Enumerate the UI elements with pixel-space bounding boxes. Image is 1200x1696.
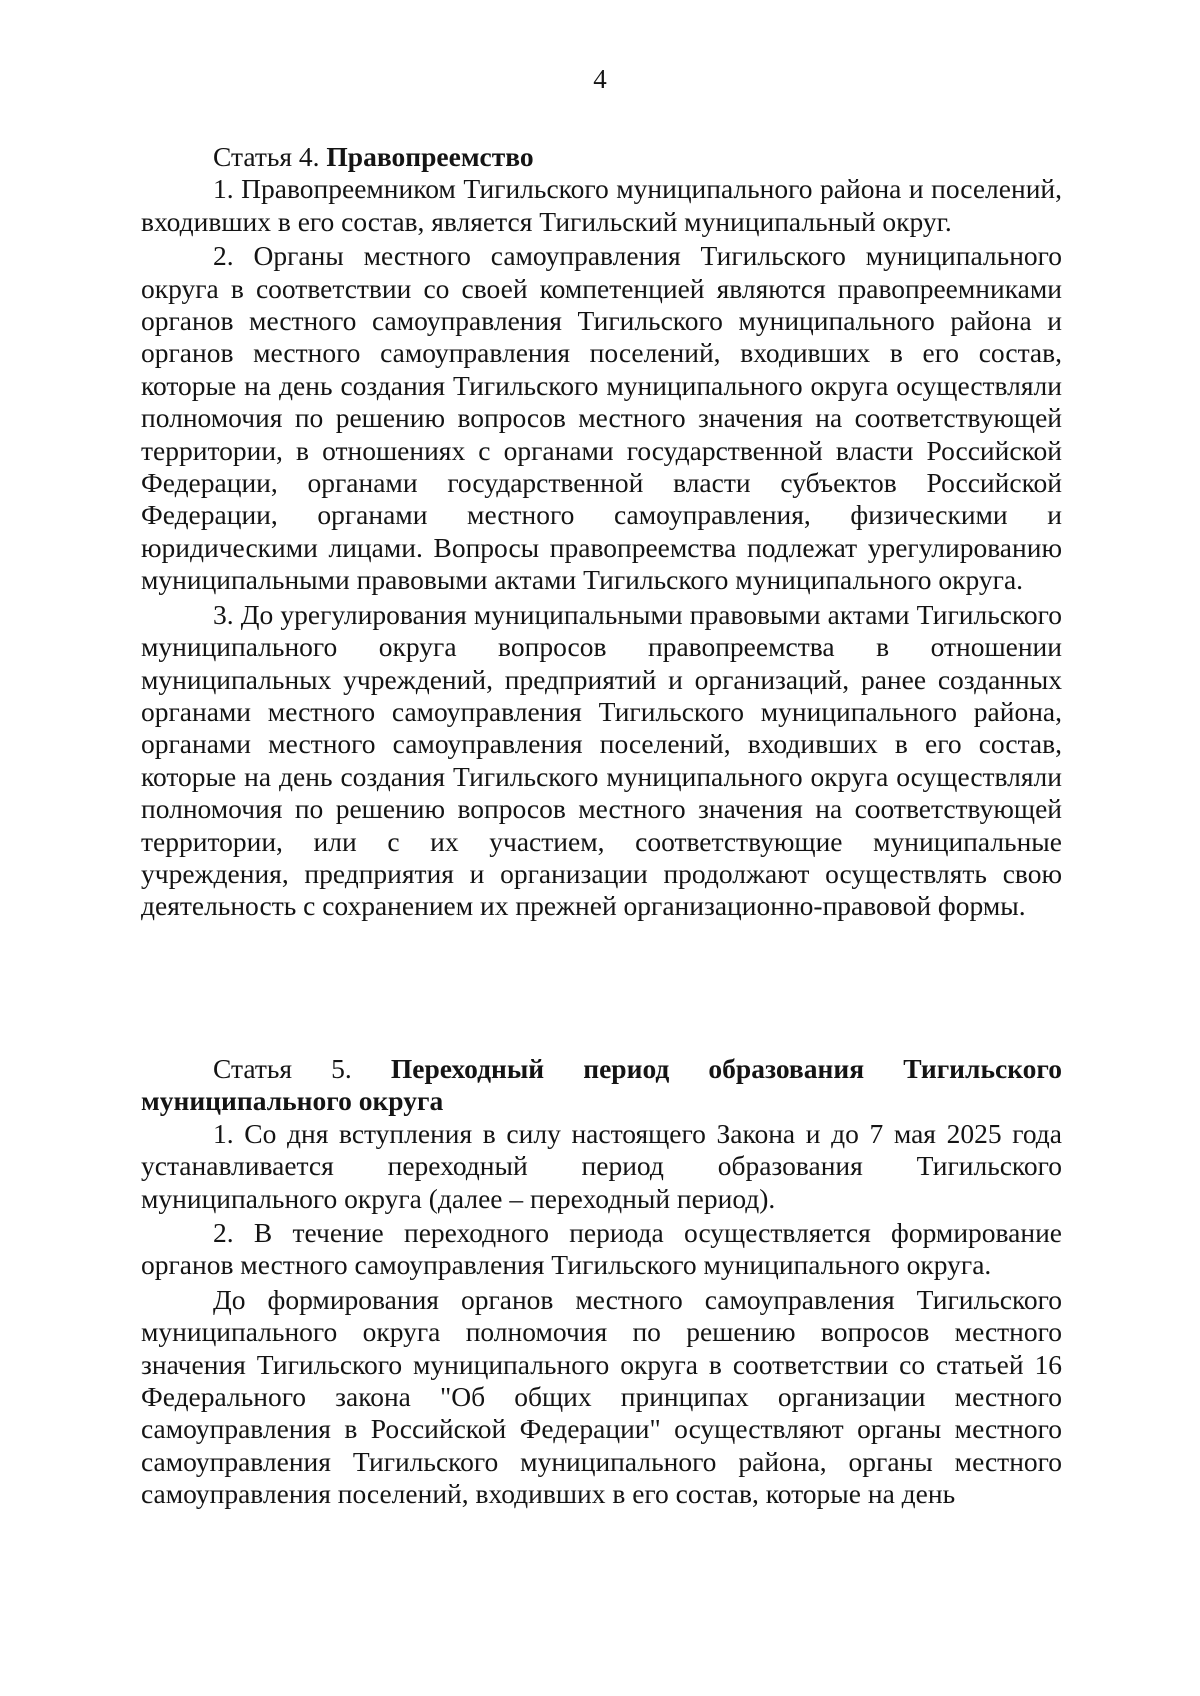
article-5-paragraph-3: До формирования органов местного самоуправления Тигильского муниципального округа полномочия по решению вопросов местного значения Тигильского муниципального округа в соответствии со статьей 16 Федерального закона "Об общих принципах организации местного самоуправления в Российской Федерации" осуществляют органы местного самоуправления Тигильского муниципального района, органы местного самоуправления поселений, входивших в его состав, которые на день	[141, 1283, 1062, 1510]
article-4	[141, 141, 1062, 923]
article-4-paragraph-2: 2. Органы местного самоуправления Тигильского муниципального округа в соответствии со своей компетенцией являются правопреемниками органов местного самоуправления Тигильского муниципального района и органов местного самоуправления поселений, входивших в его состав, которые на день создания Тигильского муниципального округа осуществляли полномочия по решению вопросов местного значения на соответствующей территории, в отношениях с органами государственной власти Российской Федерации, органами государственной власти субъектов Российской Федерации, органами местного самоуправления, физическими и юридическими лицами. Вопросы правопреемства подлежат урегулированию муниципальными правовыми актами Тигильского муниципального округа.	[141, 240, 1062, 596]
article-5-prefix: Статья 5.	[213, 1053, 352, 1084]
article-5-title: Переходный период образования Тигильского муниципального округа	[141, 1053, 1062, 1117]
article-4-prefix: Статья 4.	[213, 141, 320, 172]
article-5-paragraph-1: 1. Со дня вступления в силу настоящего Закона и до 7 мая 2025 года устанавливается переходный период образования Тигильского муниципального округа (далее – переходный период).	[141, 1117, 1062, 1214]
article-4-title: Правопреемство	[326, 141, 534, 172]
page-number: 4	[593, 64, 607, 94]
article-4-paragraph-3: 3. До урегулирования муниципальными правовыми актами Тигильского муниципального округа вопросов правопреемства в отношении муниципальных учреждений, предприятий и организаций, ранее созданных органами местного самоуправления Тигильского муниципального района, органами местного самоуправления поселений, входивших в его состав, которые на день создания Тигильского муниципального округа осуществляли полномочия по решению вопросов местного значения на соответствующей территории, или с их участием, соответствующие муниципальные учреждения, предприятия и организации продолжают осуществлять свою деятельность с сохранением их прежней организационно-правовой формы.	[141, 598, 1062, 922]
article-4-paragraph-1: 1. Правопреемником Тигильского муниципального района и поселений, входивших в его состав, является Тигильский муниципальный округ.	[141, 173, 1062, 237]
article-4-heading	[141, 141, 1062, 173]
article-5-paragraph-2: 2. В течение переходного периода осуществляется формирование органов местного самоуправления Тигильского муниципального округа.	[141, 1217, 1062, 1281]
article-5	[141, 1053, 1062, 1511]
article-5-heading	[141, 1053, 1062, 1118]
